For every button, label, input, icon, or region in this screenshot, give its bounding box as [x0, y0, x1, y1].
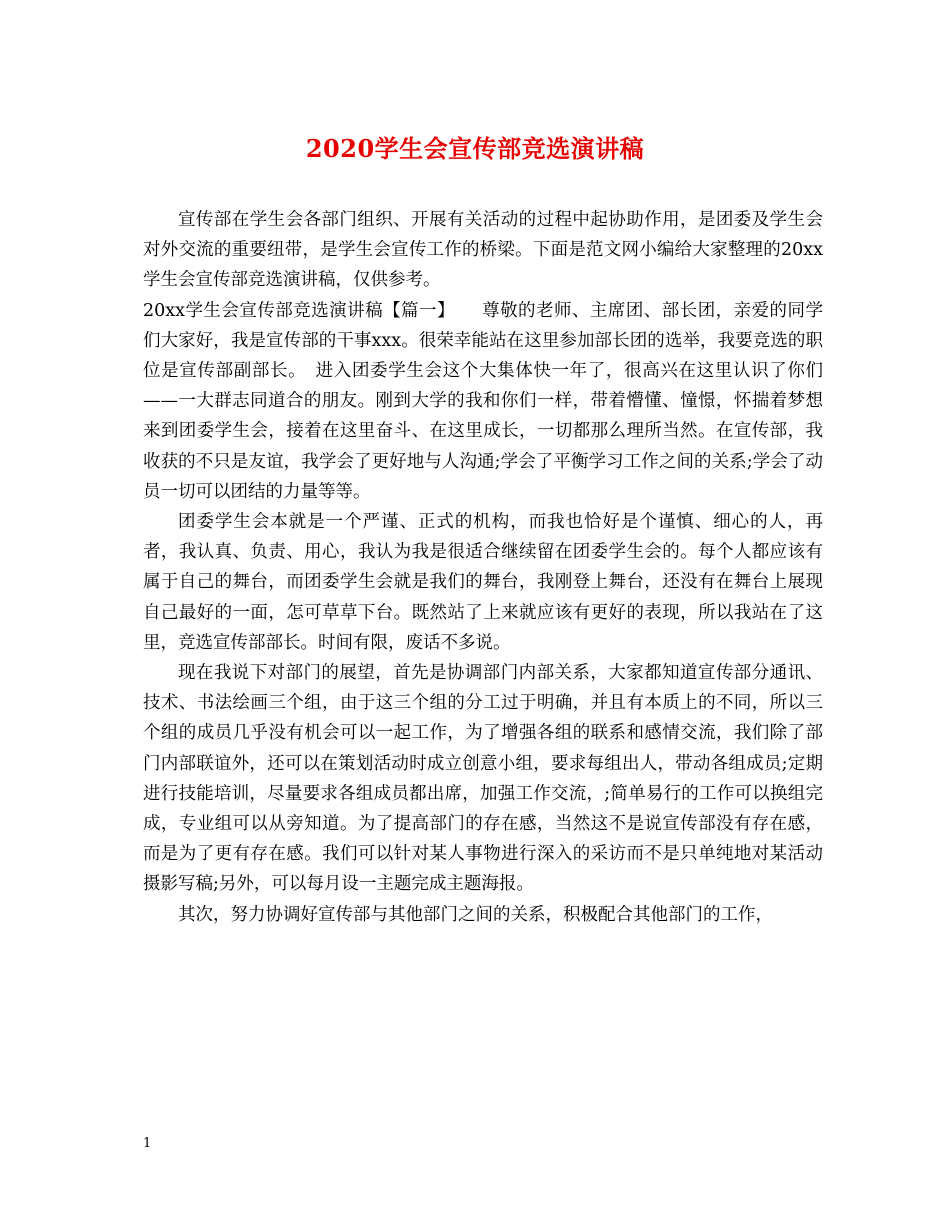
- document-body: [143, 205, 823, 930]
- paragraph-department-outlook: 现在我说下对部门的展望，首先是协调部门内部关系，大家都知道宣传部分通讯、技术、书法绘画三个组，由于这三个组的分工过于明确，并且有本质上的不同，所以三个组的成员几乎没有机会可以一起工作，为了增强各组的联系和感情交流，我们除了部门内部联谊外，还可以在策划活动时成立创意小组，要求每组出人，带动各组成员;定期进行技能培训，尽量要求各组成员都出席，加强工作交流，;简单易行的工作可以换组完成，专业组可以从旁知道。为了提高部门的存在感，当然这不是说宣传部没有存在感，而是为了更有存在感。我们可以针对某人事物进行深入的采访而不是只单纯地对某活动摄影写稿;另外，可以每月设一主题完成主题海报。: [143, 663, 823, 895]
- paragraph-self-assessment: 团委学生会本就是一个严谨、正式的机构，而我也恰好是个谨慎、细心的人，再者，我认真、负责、用心，我认为我是很适合继续留在团委学生会的。每个人都应该有属于自己的舞台，而团委学生会就是我们的舞台，我刚登上舞台，还没有在舞台上展现自己最好的一面，怎可草草下台。既然站了上来就应该有更好的表现，所以我站在了这里，竞选宣传部部长。时间有限，废话不多说。: [143, 512, 823, 653]
- paragraph-coordination: 其次，努力协调好宣传部与其他部门之间的关系，积极配合其他部门的工作，: [178, 904, 773, 925]
- page-number: 1: [143, 1136, 152, 1151]
- paragraph-intro: 宣传部在学生会各部门组织、开展有关活动的过程中起协助作用，是团委及学生会对外交流的重要纽带，是学生会宣传工作的桥梁。下面是范文网小编给大家整理的20xx学生会宣传部竞选演讲稿，仅供参考。: [143, 210, 823, 291]
- document-title: 2020学生会宣传部竞选演讲稿: [305, 134, 645, 163]
- paragraph-speech-opening: 20xx学生会宣传部竞选演讲稿【篇一】 尊敬的老师、主席团、部长团，亲爱的同学们大家好，我是宣传部的干事xxx。很荣幸能站在这里参加部长团的选举，我要竞选的职位是宣传部副部长。 进入团委学生会这个大集体快一年了，很高兴在这里认识了你们——一大群志同道合的朋友。刚到大学的我和你们一样，带着懵懂、憧憬，怀揣着梦想来到团委学生会，接着在这里奋斗、在这里成长，一切都那么理所当然。在宣传部，我收获的不只是友谊，我学会了更好地与人沟通;学会了平衡学习工作之间的关系;学会了动员一切可以团结的力量等等。: [143, 300, 823, 502]
